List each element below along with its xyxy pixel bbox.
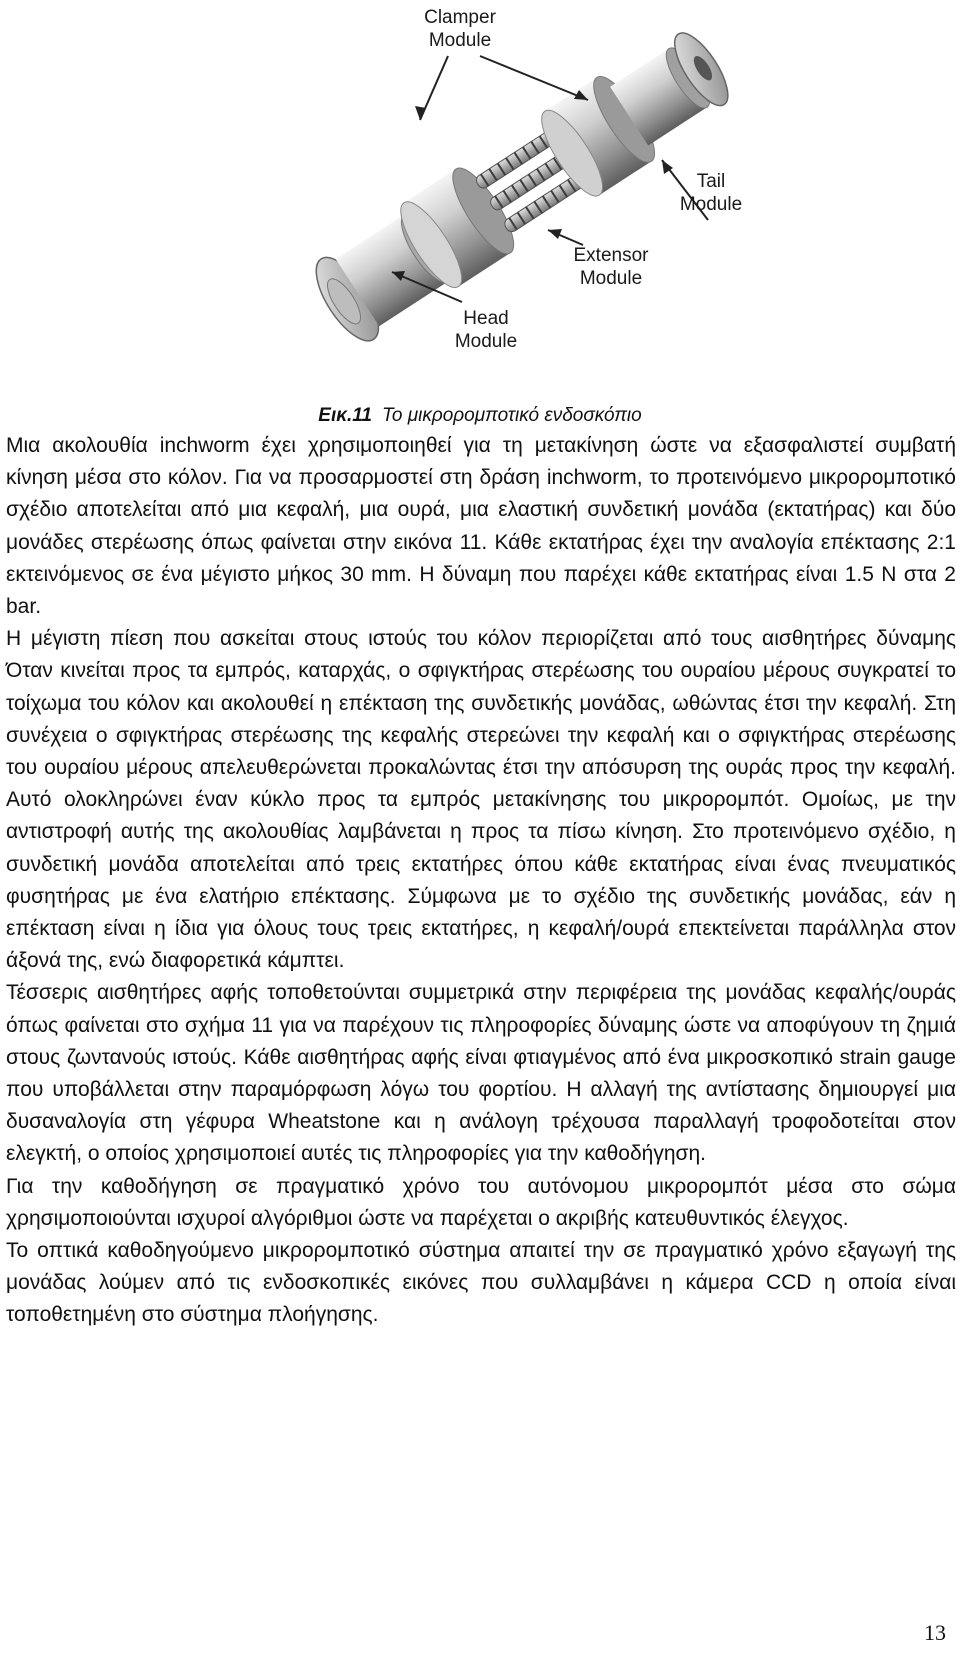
paragraph: Μια ακολουθία inchworm έχει χρησιμοποιηθεί για τη μετακίνηση ώστε να εξασφαλιστεί συμβατή κίνηση μέσα στο κόλον. Για να προσαρμοστεί στη δράση inchworm, το προτεινόμενο μικρορομποτικό σχέδιο αποτελείται από μια κεφαλή, μια ουρά, μια ελαστική συνδετική μονάδα (εκτατήρας) και δύο μονάδες στερέωσης όπως φαίνεται στην εικόνα 11. Κάθε εκτατήρας έχει την αναλογία επέκτασης 2:1 εκτεινόμενος σε ένα μέγιστο μήκος 30 mm. Η δύναμη που παρέχει κάθε εκτατήρας είναι 1.5 N στα 2 bar. bbox=[6, 434, 956, 619]
label-line: Clamper bbox=[424, 7, 496, 28]
head-module-label bbox=[436, 307, 536, 353]
figure-caption bbox=[0, 404, 960, 428]
label-line: Module bbox=[579, 268, 643, 289]
label-line: Module bbox=[428, 30, 492, 51]
caption-number: Εικ.11 bbox=[318, 405, 372, 426]
clamper-module-label bbox=[410, 6, 510, 52]
caption-text: Το μικρορομποτικό ενδοσκόπιο bbox=[381, 405, 642, 426]
label-line: Tail bbox=[696, 171, 726, 192]
label-line: Extensor bbox=[573, 245, 649, 266]
paragraph: Το οπτικά καθοδηγούμενο μικρορομποτικό σύστημα απαιτεί την σε πραγματικό χρόνο εξαγωγή της μονάδας λούμεν από τις ενδοσκοπικές εικόνες που συλλαμβάνει η κάμερα CCD η οποία είναι τοποθετημένη στο σύστημα πλοήγησης. bbox=[6, 1239, 956, 1327]
paragraph: Η μέγιστη πίεση που ασκείται στους ιστούς του κόλον περιορίζεται από τους αισθητήρες δύναμης Όταν κινείται προς τα εμπρός, καταρχάς, ο σφιγκτήρας στερέωσης του ουραίου μέρους συγκρατεί το τοίχωμα του κόλον και ακολουθεί η επέκταση της συνδετικής μονάδας, ωθώντας έτσι την κεφαλή. Στη συνέχεια ο σφιγκτήρας στερέωσης της κεφαλής στερεώνει την κεφαλή και ο σφιγκτήρας στερέωσης του ουραίου μέρους απελευθερώνεται προκαλώντας έτσι την απόσυρση της ουράς προς την κεφαλή. Αυτό ολοκληρώνει έναν κύκλο προς τα εμπρός μετακίνησης του μικρορομπότ. Ομοίως, με την αντιστροφή αυτής της ακολουθίας λαμβάνεται η προς τα πίσω κίνηση. Στο προτεινόμενο σχέδιο, η συνδετική μονάδα αποτελείται από τρεις εκτατήρες όπου κάθε εκτατήρας είναι ένας πνευματικός φυσητήρας με ένα ελατήριο επέκτασης. Σύμφωνα με το σχέδιο της συνδετικής μονάδας, εάν η επέκταση είναι η ίδια για όλους τους τρεις εκτατήρες, η κεφαλή/ουρά επεκτείνεται παράλληλα στον άξονά της, ενώ διαφορετικά κάμπτει. bbox=[6, 627, 956, 973]
extensor-module-label bbox=[556, 244, 666, 290]
figure-microrobot bbox=[0, 0, 960, 400]
label-line: Head bbox=[463, 308, 509, 329]
label-line: Module bbox=[454, 331, 518, 352]
label-line: Module bbox=[679, 194, 743, 215]
page-number: 13 bbox=[924, 1620, 946, 1645]
body-text bbox=[6, 430, 956, 1332]
paragraph: Τέσσερις αισθητήρες αφής τοποθετούνται συμμετρικά στην περιφέρεια της μονάδας κεφαλής/ουράς όπως φαίνεται στο σχήμα 11 για να παρέχουν τις πληροφορίες δύναμης ώστε να αποφύγουν τη ζημιά στους ζωντανούς ιστούς. Κάθε αισθητήρας αφής είναι φτιαγμένος από ένα μικροσκοπικό strain gauge που υποβάλλεται στην παραμόρφωση λόγω του φορτίου. Η αλλαγή της αντίστασης δημιουργεί μια δυσαναλογία στη γέφυρα Wheatstone και η ανάλογη τρέχουσα παραλλαγή τροφοδοτείται στον ελεγκτή, ο οποίος χρησιμοποιεί αυτές τις πληροφορίες για την καθοδήγηση. bbox=[6, 981, 956, 1166]
tail-module-label bbox=[668, 170, 754, 216]
paragraph: Για την καθοδήγηση σε πραγματικό χρόνο του αυτόνομου μικρορομπότ μέσα στο σώμα χρησιμοποιούνται ισχυροί αλγόριθμοι ώστε να παρέχεται ο ακριβής κατευθυντικός έλεγχος. bbox=[6, 1174, 956, 1230]
